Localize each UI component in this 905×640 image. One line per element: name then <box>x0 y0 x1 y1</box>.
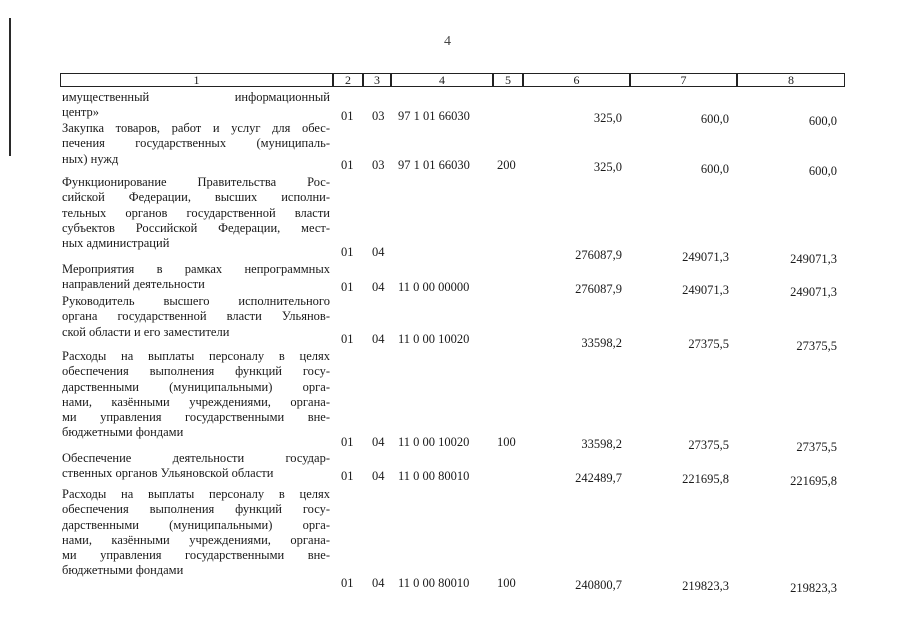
cell-rz: 01 <box>341 245 354 259</box>
cell-v6: 325,0 <box>593 160 622 174</box>
desc-line: Руководитель высшего исполнительного <box>62 294 330 308</box>
header-cell-8: 8 <box>737 73 845 87</box>
desc-line: Закупка товаров, работ и услуг для обес- <box>62 121 330 135</box>
row-description <box>62 175 330 251</box>
desc-line: центр» <box>62 105 100 120</box>
desc-line: обеспечения выполнения функций госу- <box>62 502 330 517</box>
header-cell-2: 2 <box>333 73 363 87</box>
row-description <box>62 90 330 121</box>
row-description <box>62 294 330 340</box>
cell-v7: 249071,3 <box>682 283 729 297</box>
desc-line: бюджетными фондами <box>62 563 184 578</box>
desc-line: ственных органов Ульяновской области <box>62 466 274 481</box>
cell-v7: 600,0 <box>700 112 729 126</box>
cell-pr: 03 <box>372 109 385 123</box>
desc-line: бюджетными фондами <box>62 425 184 440</box>
header-cell-1: 1 <box>60 73 333 87</box>
desc-line: обеспечения выполнения функций госу- <box>62 364 330 379</box>
cell-v6: 33598,2 <box>581 437 622 451</box>
cell-v7: 219823,3 <box>682 579 729 593</box>
cell-v8: 249071,3 <box>790 285 837 299</box>
cell-rz: 01 <box>341 280 354 294</box>
cell-v8: 27375,5 <box>796 440 837 454</box>
cell-cs: 11 0 00 80010 <box>398 469 470 483</box>
page-number: 4 <box>444 34 451 49</box>
header-cell-6: 6 <box>523 73 630 87</box>
cell-cs: 11 0 00 10020 <box>398 332 470 346</box>
cell-cs: 97 1 01 66030 <box>398 109 470 123</box>
desc-line: Расходы на выплаты персоналу в целях <box>62 487 330 501</box>
desc-line: печения государственных (муниципаль- <box>62 136 330 151</box>
desc-line: субъектов Российской Федерации, мест- <box>62 220 330 235</box>
cell-v6: 33598,2 <box>581 336 622 350</box>
desc-line: Функционирование Правительства Рос- <box>62 175 330 189</box>
desc-line: ми управления государственными вне- <box>62 410 330 425</box>
desc-line: сийской Федерации, высших исполни- <box>62 190 330 205</box>
desc-line: нами, казёнными учреждениями, органа- <box>62 532 330 547</box>
header-cell-7: 7 <box>630 73 737 87</box>
header-cell-5: 5 <box>493 73 523 87</box>
cell-v8: 249071,3 <box>790 252 837 266</box>
cell-rz: 01 <box>341 469 354 483</box>
header-cell-4: 4 <box>391 73 493 87</box>
cell-rz: 01 <box>341 158 354 172</box>
cell-cs: 11 0 00 10020 <box>398 435 470 449</box>
desc-line: Мероприятия в рамках непрограммных <box>62 262 330 276</box>
desc-line: ми управления государственными вне- <box>62 548 330 563</box>
desc-line: имущественный информационный <box>62 90 330 104</box>
cell-pr: 03 <box>372 158 385 172</box>
cell-v8: 221695,8 <box>790 474 837 488</box>
cell-pr: 04 <box>372 280 385 294</box>
margin-line <box>9 18 11 156</box>
desc-line: Обеспечение деятельности государ- <box>62 451 330 465</box>
cell-v6: 240800,7 <box>575 578 622 592</box>
cell-v8: 27375,5 <box>796 339 837 353</box>
cell-pr: 04 <box>372 435 385 449</box>
cell-vr: 200 <box>497 158 516 172</box>
header-cell-3: 3 <box>363 73 391 87</box>
row-description <box>62 262 330 293</box>
cell-pr: 04 <box>372 332 385 346</box>
row-description <box>62 451 330 482</box>
cell-cs: 11 0 00 80010 <box>398 576 470 590</box>
cell-v6: 276087,9 <box>575 282 622 296</box>
cell-pr: 04 <box>372 245 385 259</box>
cell-v7: 600,0 <box>700 162 729 176</box>
desc-line: дарственными (муниципальными) орга- <box>62 517 330 532</box>
cell-v8: 219823,3 <box>790 581 837 595</box>
desc-line: ных администраций <box>62 236 170 251</box>
cell-v7: 249071,3 <box>682 250 729 264</box>
cell-v7: 221695,8 <box>682 472 729 486</box>
cell-vr: 100 <box>497 435 516 449</box>
cell-pr: 04 <box>372 576 385 590</box>
desc-line: направлений деятельности <box>62 277 205 292</box>
desc-line: дарственными (муниципальными) орга- <box>62 379 330 394</box>
cell-v8: 600,0 <box>808 164 837 178</box>
cell-pr: 04 <box>372 469 385 483</box>
desc-line: ных) нужд <box>62 151 119 166</box>
cell-v7: 27375,5 <box>688 337 729 351</box>
cell-rz: 01 <box>341 435 354 449</box>
desc-line: тельных органов государственной власти <box>62 205 330 220</box>
row-description <box>62 121 330 167</box>
desc-line: ской области и его заместители <box>62 324 230 339</box>
cell-v8: 600,0 <box>808 114 837 128</box>
row-description <box>62 349 330 441</box>
row-description <box>62 487 330 579</box>
cell-v6: 325,0 <box>593 111 622 125</box>
cell-v6: 242489,7 <box>575 471 622 485</box>
cell-rz: 01 <box>341 332 354 346</box>
cell-rz: 01 <box>341 576 354 590</box>
desc-line: нами, казёнными учреждениями, органа- <box>62 394 330 409</box>
cell-rz: 01 <box>341 109 354 123</box>
cell-vr: 100 <box>497 576 516 590</box>
cell-v6: 276087,9 <box>575 248 622 262</box>
cell-cs: 97 1 01 66030 <box>398 158 470 172</box>
desc-line: органа государственной власти Ульянов- <box>62 309 330 324</box>
cell-cs: 11 0 00 00000 <box>398 280 470 294</box>
desc-line: Расходы на выплаты персоналу в целях <box>62 349 330 363</box>
cell-v7: 27375,5 <box>688 438 729 452</box>
